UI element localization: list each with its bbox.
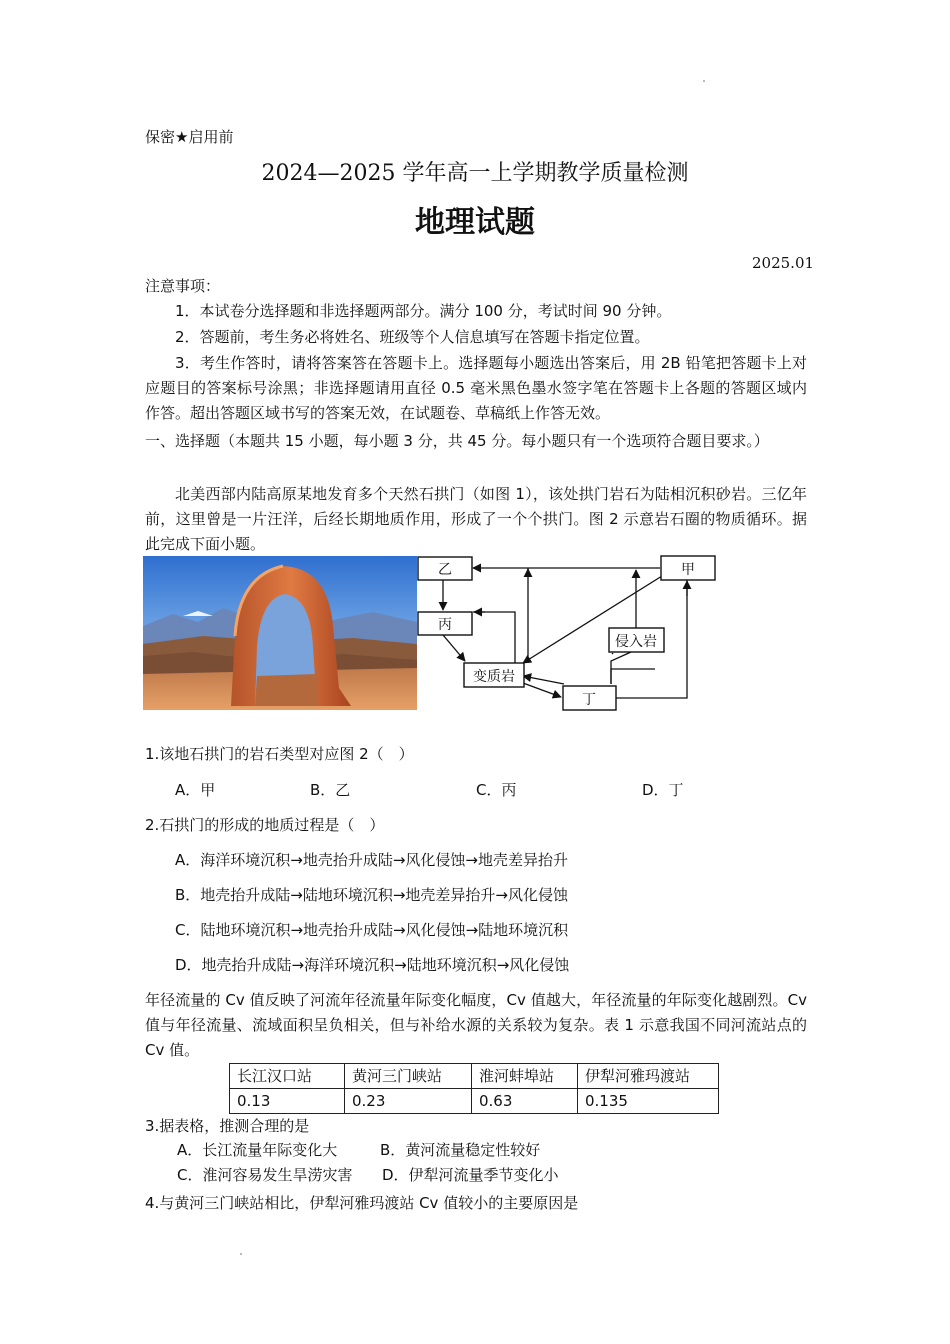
table-header-cell: 黄河三门峡站 [345,1064,472,1089]
q1-option-d: D．丁 [642,781,684,799]
table-cell: 0.63 [472,1089,578,1114]
subject-title: 地理试题 [415,205,535,240]
notes-heading: 注意事项： [145,277,221,295]
note-item-1: 1．本试卷分选择题和非选择题两部分。满分 100 分，考试时间 90 分钟。 [175,302,672,320]
exam-date: 2025.01 [752,254,815,272]
q1-option-c: C．丙 [476,781,517,799]
stone-arch-illustration [143,556,417,710]
q3-option-b: B．黄河流量稳定性较好 [380,1141,541,1159]
note-item-3: 3．考生作答时，请将答案答在答题卡上。选择题每小题选出答案后，用 2B 铅笔把答题卡上对应题目的答案标号涂黑；非选择题请用直径 0.5 毫米黑色墨水签字笔在答题卡上各题的答题区域内作答。超出答题区域书写的答案无效，在试题卷、草稿纸上作答无效。 [145,354,807,422]
table-row [230,1089,719,1114]
note-item-2: 2．答题前，考生务必将姓名、班级等个人信息填写在答题卡指定位置。 [175,328,650,346]
q3-stem: 3.据表格，推测合理的是 [145,1117,310,1135]
passage-cv: 年径流量的 Cv 值反映了河流年径流量年际变化幅度，Cv 值越大，年径流量的年际变化越剧烈。Cv 值与年径流量、流域面积呈负相关，但与补给水源的关系较为复杂。表 1 示意我国不同河流站点的 Cv 值。 [145,991,807,1059]
q3-option-a: A．长江流量年际变化大 [177,1141,338,1159]
exam-title: 2024—2025 学年高一上学期教学质量检测 [261,161,689,186]
stone-arch-photo [143,556,417,710]
q1-option-a: A．甲 [175,781,216,799]
table-header-cell: 伊犁河雅玛渡站 [578,1064,719,1089]
scan-dot [240,1253,242,1255]
label-ding: 丁 [582,692,596,708]
rock-cycle-diagram [415,551,720,716]
q1-option-b: B．乙 [310,781,351,799]
q3-option-d: D．伊犁河流量季节变化小 [382,1166,559,1184]
q2-option-a: A．海洋环境沉积→地壳抬升成陆→风化侵蚀→地壳差异抬升 [175,851,568,869]
label-jia: 甲 [681,562,695,578]
table-header-cell: 淮河蚌埠站 [472,1064,578,1089]
q2-stem: 2.石拱门的形成的地质过程是（ ） [145,816,385,834]
label-yi: 乙 [438,562,452,578]
q4-stem: 4.与黄河三门峡站相比，伊犁河雅玛渡站 Cv 值较小的主要原因是 [145,1194,579,1212]
scan-dot [703,80,705,82]
passage-arch: 北美西部内陆高原某地发育多个天然石拱门（如图 1），该处拱门岩石为陆相沉积砂岩。三亿年前，这里曾是一片汪洋，后经长期地质作用，形成了一个个拱门。图 2 示意岩石圈的物质循环。据此完成下面小题。 [145,485,807,553]
q1-stem: 1.该地石拱门的岩石类型对应图 2（ ） [145,745,414,763]
table-header-cell: 长江汉口站 [230,1064,345,1089]
q2-option-c: C．陆地环境沉积→地壳抬升成陆→风化侵蚀→陆地环境沉积 [175,921,569,939]
q3-option-c: C．淮河容易发生旱涝灾害 [177,1166,353,1184]
secret-label: 保密★启用前 [145,128,234,146]
section-heading: 一、选择题（本题共 15 小题，每小题 3 分，共 45 分。每小题只有一个选项符合题目要求。） [145,432,769,450]
table-cell: 0.13 [230,1089,345,1114]
label-intrusive: 侵入岩 [615,634,657,650]
label-metamorphic: 变质岩 [473,669,515,685]
q2-option-d: D．地壳抬升成陆→海洋环境沉积→陆地环境沉积→风化侵蚀 [175,956,570,974]
table-header-row [230,1064,719,1089]
table-cell: 0.23 [345,1089,472,1114]
q2-option-b: B．地壳抬升成陆→陆地环境沉积→地壳差异抬升→风化侵蚀 [175,886,568,904]
label-bing: 丙 [438,617,452,633]
table-cell: 0.135 [578,1089,719,1114]
cv-table [229,1063,719,1114]
